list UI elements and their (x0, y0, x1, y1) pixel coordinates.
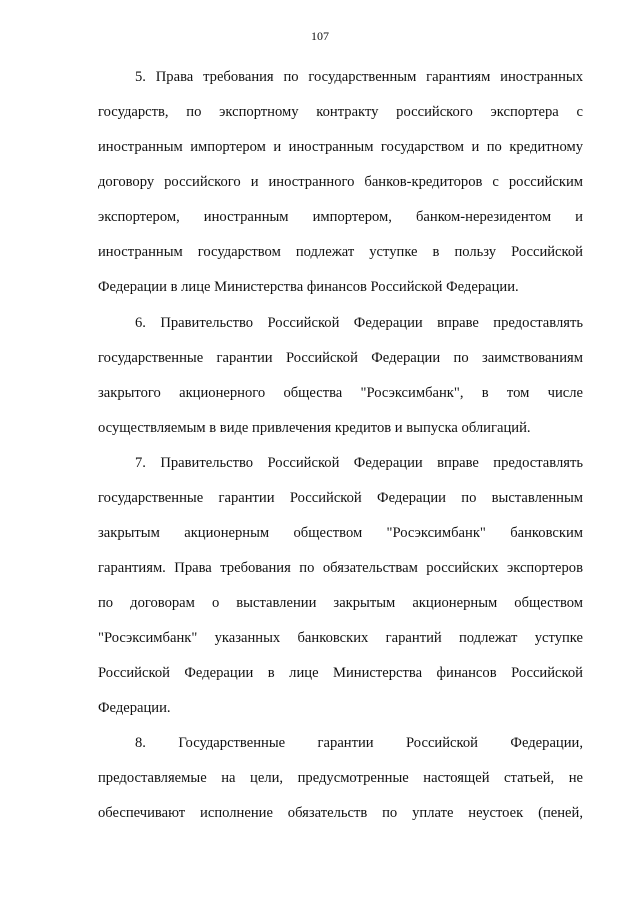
text-line: Федерации в лице Министерства финансов Российской Федерации. (98, 279, 519, 295)
text-line: Федерации. (98, 700, 171, 716)
text-line: договору российского и иностранного банков-кредиторов с российским (98, 174, 583, 190)
text-line: экспортером, иностранным импортером, банком-нерезидентом и (98, 209, 583, 225)
text-line: осуществляемым в виде привлечения кредитов и выпуска облигаций. (98, 420, 531, 436)
text-line: 8. Государственные гарантии Российской Федерации, (135, 735, 583, 751)
text-line: закрытого акционерного общества "Росэксимбанк", в том числе (98, 385, 583, 401)
text-line: гарантиям. Права требования по обязательствам российских экспортеров (98, 560, 583, 576)
text-line: предоставляемые на цели, предусмотренные настоящей статьей, не (98, 770, 583, 786)
text-line: 6. Правительство Российской Федерации вправе предоставлять (135, 315, 583, 331)
text-line: Российской Федерации в лице Министерства финансов Российской (98, 665, 583, 681)
text-line: 7. Правительство Российской Федерации вправе предоставлять (135, 455, 583, 471)
text-line: иностранным государством подлежат уступке в пользу Российской (98, 244, 583, 260)
text-line: государств, по экспортному контракту российского экспортера с (98, 104, 583, 120)
text-line: по договорам о выставлении закрытым акционерным обществом (98, 595, 583, 611)
text-line: закрытым акционерным обществом "Росэксимбанк" банковским (98, 525, 583, 541)
text-line: обеспечивают исполнение обязательств по уплате неустоек (пеней, (98, 805, 583, 821)
page-number: 107 (311, 29, 329, 43)
text-line: государственные гарантии Российской Федерации по заимствованиям (98, 350, 583, 366)
text-line: иностранным импортером и иностранным государством и по кредитному (98, 139, 583, 155)
text-line: "Росэксимбанк" указанных банковских гарантий подлежат уступке (98, 630, 583, 646)
text-line: государственные гарантии Российской Федерации по выставленным (98, 490, 583, 506)
text-line: 5. Права требования по государственным гарантиям иностранных (135, 69, 583, 85)
